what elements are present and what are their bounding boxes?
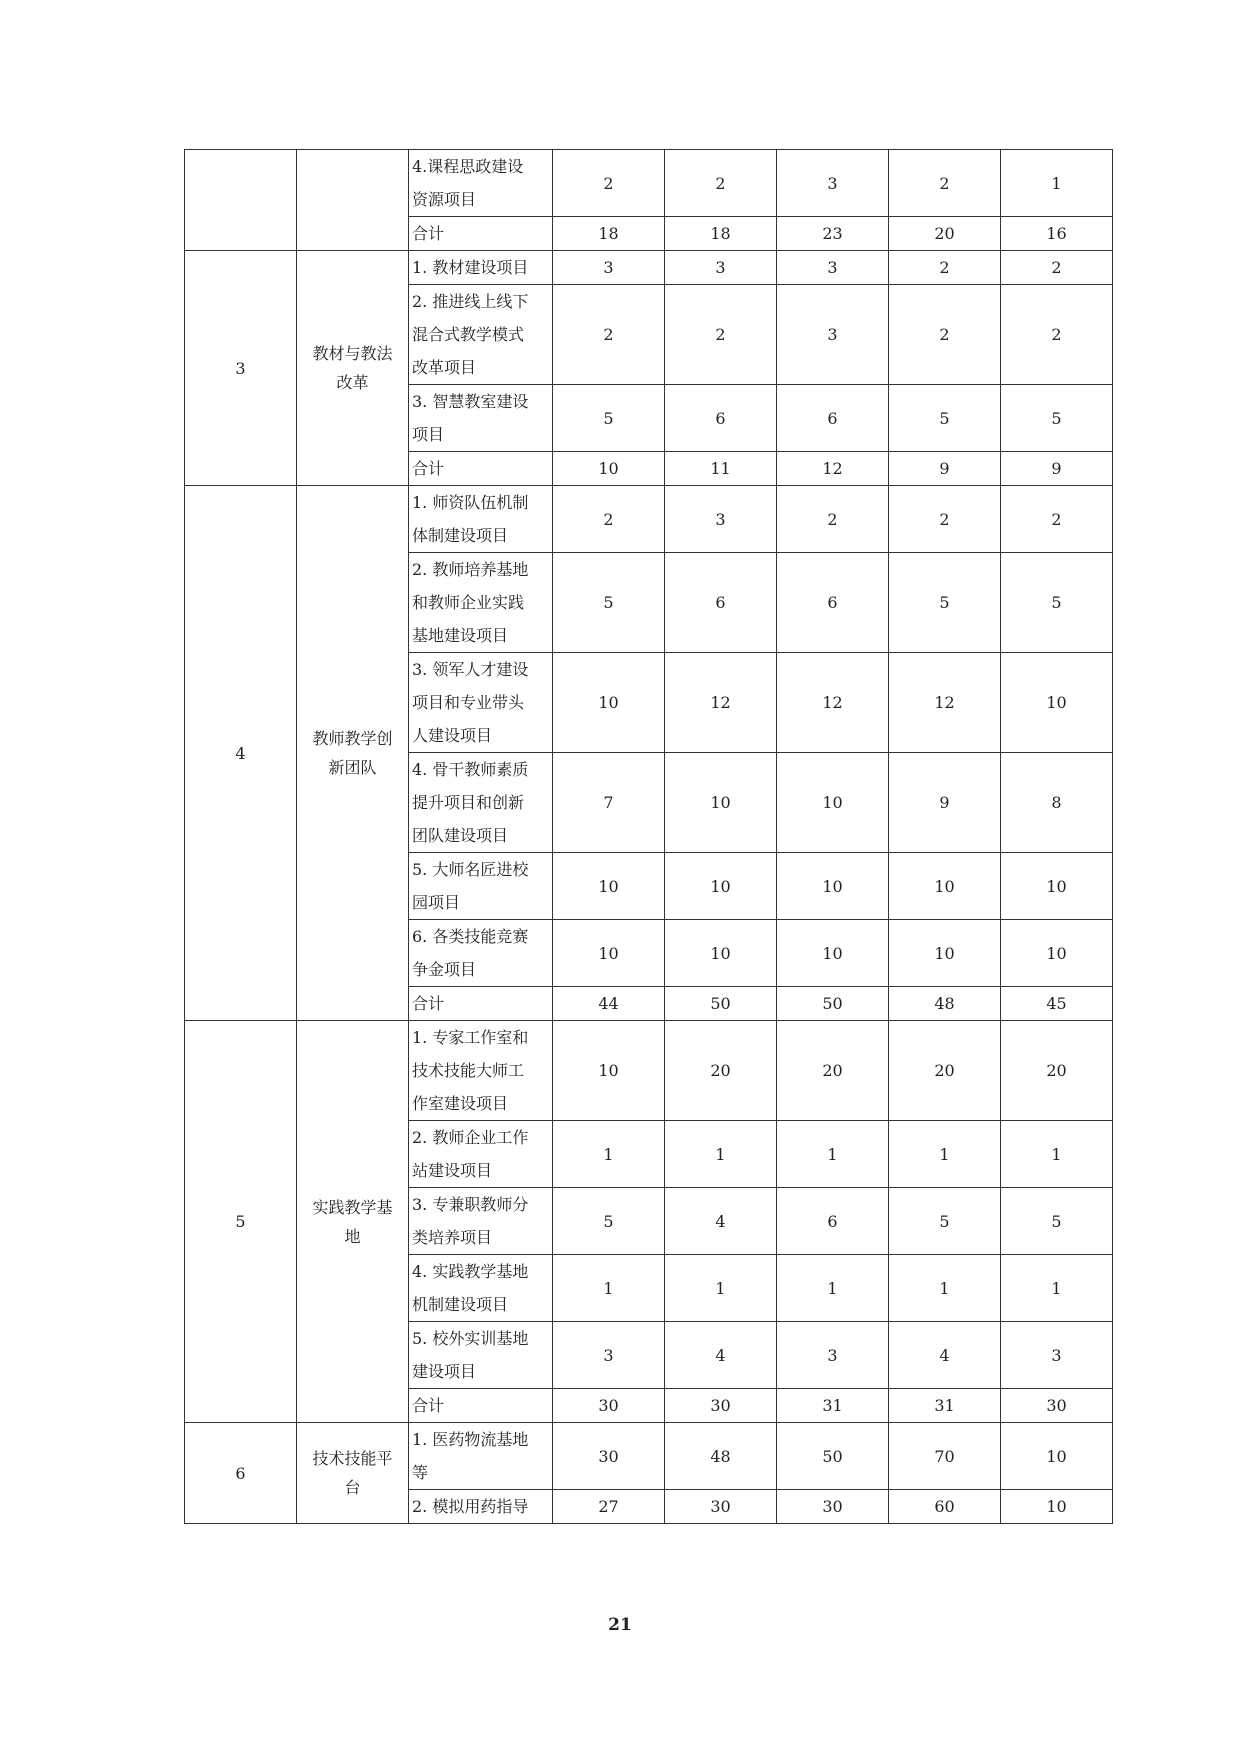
value-cell: 1	[777, 1121, 889, 1188]
item-cell	[409, 217, 553, 251]
item-text: 1. 师资队伍机制	[412, 493, 529, 512]
item-cell	[409, 452, 553, 486]
item-text: 机制建设项目	[412, 1295, 509, 1314]
item-cell	[409, 1322, 553, 1389]
item-text: 基地建设项目	[412, 626, 509, 645]
value-cell: 6	[665, 553, 777, 653]
item-text: 2. 教师企业工作	[412, 1128, 529, 1147]
value-cell: 5	[553, 1188, 665, 1255]
value-cell: 1	[1001, 1121, 1113, 1188]
value-cell: 12	[777, 653, 889, 753]
value-cell: 4	[889, 1322, 1001, 1389]
item-text: 等	[412, 1463, 429, 1482]
value-cell: 3	[777, 1322, 889, 1389]
category-text: 新团队	[328, 758, 377, 777]
value-cell: 20	[777, 1021, 889, 1121]
value-cell: 10	[1001, 1490, 1113, 1524]
table-body	[185, 150, 1113, 1524]
value-cell: 1	[553, 1121, 665, 1188]
value-cell: 10	[777, 853, 889, 920]
item-text: 技术技能大师工	[412, 1061, 525, 1080]
value-cell: 31	[889, 1389, 1001, 1423]
value-cell: 2	[1001, 486, 1113, 553]
value-cell: 6	[665, 385, 777, 452]
value-cell: 3	[665, 251, 777, 285]
item-text: 园项目	[412, 893, 461, 912]
value-cell: 2	[889, 285, 1001, 385]
item-text: 2. 模拟用药指导	[412, 1497, 529, 1516]
funding-table	[184, 149, 1113, 1524]
value-cell: 3	[665, 486, 777, 553]
item-text: 体制建设项目	[412, 526, 509, 545]
table-row	[185, 1423, 1113, 1490]
item-cell	[409, 1490, 553, 1524]
value-cell: 50	[777, 1423, 889, 1490]
value-cell: 2	[665, 150, 777, 217]
item-text: 站建设项目	[412, 1161, 493, 1180]
value-cell: 6	[777, 1188, 889, 1255]
page-number: 21	[608, 1615, 632, 1635]
category-cell	[297, 1021, 409, 1423]
value-cell: 1	[665, 1255, 777, 1322]
category-text: 地	[344, 1226, 361, 1246]
table-row	[185, 251, 1113, 285]
value-cell: 11	[665, 452, 777, 486]
item-text: 1. 医药物流基地	[412, 1430, 529, 1449]
value-cell: 2	[889, 251, 1001, 285]
item-text: 2. 教师培养基地	[412, 560, 529, 579]
item-text: 4. 实践教学基地	[412, 1262, 529, 1281]
value-cell: 1	[889, 1255, 1001, 1322]
item-cell	[409, 385, 553, 452]
item-cell	[409, 1188, 553, 1255]
table-row	[185, 150, 1113, 217]
value-cell: 10	[665, 853, 777, 920]
value-cell: 10	[777, 753, 889, 853]
category-cell	[297, 1423, 409, 1524]
value-cell: 9	[1001, 452, 1113, 486]
value-cell: 2	[889, 486, 1001, 553]
value-cell: 1	[665, 1121, 777, 1188]
value-cell: 5	[889, 1188, 1001, 1255]
item-text: 合计	[412, 224, 445, 243]
item-text: 类培养项目	[412, 1228, 493, 1247]
category-cell	[297, 486, 409, 1021]
item-text: 提升项目和创新	[412, 793, 525, 812]
value-cell: 12	[889, 653, 1001, 753]
item-cell	[409, 150, 553, 217]
value-cell: 6	[777, 385, 889, 452]
category-text: 教师教学创	[312, 729, 393, 748]
item-text: 5. 校外实训基地	[412, 1329, 529, 1348]
value-cell: 60	[889, 1490, 1001, 1524]
category-text: 台	[344, 1478, 361, 1497]
value-cell: 10	[1001, 920, 1113, 987]
value-cell: 5	[889, 553, 1001, 653]
category-text: 教材与教法	[312, 344, 393, 363]
category-cell	[297, 150, 409, 251]
item-cell	[409, 987, 553, 1021]
item-cell	[409, 753, 553, 853]
item-text: 项目	[412, 425, 445, 444]
category-text: 改革	[336, 373, 369, 392]
value-cell: 7	[553, 753, 665, 853]
item-cell	[409, 1121, 553, 1188]
value-cell: 1	[553, 1255, 665, 1322]
item-text: 作室建设项目	[412, 1094, 509, 1113]
value-cell: 2	[553, 486, 665, 553]
value-cell: 12	[665, 653, 777, 753]
value-cell: 10	[553, 452, 665, 486]
value-cell: 2	[665, 285, 777, 385]
value-cell: 10	[553, 1021, 665, 1121]
value-cell: 2	[889, 150, 1001, 217]
value-cell: 31	[777, 1389, 889, 1423]
value-cell: 30	[553, 1423, 665, 1490]
value-cell: 5	[889, 385, 1001, 452]
value-cell: 50	[777, 987, 889, 1021]
value-cell: 12	[777, 452, 889, 486]
value-cell: 50	[665, 987, 777, 1021]
value-cell: 30	[1001, 1389, 1113, 1423]
category-text: 实践教学基	[312, 1197, 393, 1217]
value-cell: 10	[1001, 853, 1113, 920]
item-cell	[409, 653, 553, 753]
item-text: 建设项目	[412, 1362, 477, 1381]
item-text: 合计	[412, 1396, 445, 1415]
item-cell	[409, 285, 553, 385]
value-cell: 20	[889, 1021, 1001, 1121]
group-number-cell	[185, 150, 297, 251]
value-cell: 6	[777, 553, 889, 653]
value-cell: 10	[1001, 1423, 1113, 1490]
value-cell: 2	[553, 285, 665, 385]
value-cell: 3	[1001, 1322, 1113, 1389]
value-cell: 1	[1001, 150, 1113, 217]
category-cell	[297, 251, 409, 486]
value-cell: 20	[889, 217, 1001, 251]
table-row	[185, 486, 1113, 553]
item-text: 4. 骨干教师素质	[412, 760, 529, 779]
value-cell: 3	[553, 1322, 665, 1389]
value-cell: 10	[665, 753, 777, 853]
value-cell: 10	[553, 920, 665, 987]
value-cell: 48	[665, 1423, 777, 1490]
value-cell: 70	[889, 1423, 1001, 1490]
group-number-cell: 4	[185, 486, 297, 1021]
item-text: 资源项目	[412, 190, 477, 209]
item-cell	[409, 853, 553, 920]
value-cell: 5	[1001, 1188, 1113, 1255]
value-cell: 18	[553, 217, 665, 251]
value-cell: 16	[1001, 217, 1113, 251]
value-cell: 2	[553, 150, 665, 217]
item-cell	[409, 1389, 553, 1423]
item-text: 合计	[412, 994, 445, 1013]
item-text: 合计	[412, 459, 445, 478]
value-cell: 2	[1001, 251, 1113, 285]
group-number-cell: 3	[185, 251, 297, 486]
item-text: 人建设项目	[412, 726, 493, 745]
value-cell: 5	[1001, 385, 1113, 452]
value-cell: 20	[665, 1021, 777, 1121]
group-number-cell: 6	[185, 1423, 297, 1524]
value-cell: 10	[665, 920, 777, 987]
item-text: 2. 推进线上线下	[412, 292, 529, 311]
value-cell: 9	[889, 452, 1001, 486]
value-cell: 5	[1001, 553, 1113, 653]
value-cell: 9	[889, 753, 1001, 853]
value-cell: 4	[665, 1188, 777, 1255]
item-cell	[409, 1255, 553, 1322]
value-cell: 8	[1001, 753, 1113, 853]
value-cell: 1	[777, 1255, 889, 1322]
value-cell: 30	[665, 1389, 777, 1423]
group-number-cell: 5	[185, 1021, 297, 1423]
item-text: 3. 专兼职教师分	[412, 1195, 529, 1214]
value-cell: 10	[889, 920, 1001, 987]
item-text: 1. 教材建设项目	[412, 258, 529, 277]
item-text: 团队建设项目	[412, 826, 509, 845]
value-cell: 10	[553, 653, 665, 753]
value-cell: 30	[665, 1490, 777, 1524]
item-cell	[409, 251, 553, 285]
item-text: 改革项目	[412, 358, 477, 377]
item-text: 3. 领军人才建设	[412, 660, 529, 679]
item-text: 4.课程思政建设	[412, 157, 524, 176]
item-text: 争金项目	[412, 960, 477, 979]
value-cell: 44	[553, 987, 665, 1021]
value-cell: 5	[553, 385, 665, 452]
value-cell: 2	[777, 486, 889, 553]
value-cell: 27	[553, 1490, 665, 1524]
item-cell	[409, 1423, 553, 1490]
item-text: 1. 专家工作室和	[412, 1028, 529, 1047]
value-cell: 23	[777, 217, 889, 251]
value-cell: 18	[665, 217, 777, 251]
value-cell: 3	[777, 251, 889, 285]
value-cell: 10	[1001, 653, 1113, 753]
value-cell: 10	[777, 920, 889, 987]
item-text: 和教师企业实践	[412, 593, 525, 612]
item-text: 5. 大师名匠进校	[412, 860, 529, 879]
value-cell: 2	[1001, 285, 1113, 385]
item-text: 3. 智慧教室建设	[412, 392, 529, 411]
value-cell: 45	[1001, 987, 1113, 1021]
value-cell: 30	[553, 1389, 665, 1423]
table-row	[185, 1021, 1113, 1121]
value-cell: 30	[777, 1490, 889, 1524]
item-text: 混合式教学模式	[412, 325, 525, 344]
value-cell: 48	[889, 987, 1001, 1021]
value-cell: 3	[777, 150, 889, 217]
value-cell: 1	[1001, 1255, 1113, 1322]
item-cell	[409, 920, 553, 987]
item-cell	[409, 1021, 553, 1121]
value-cell: 20	[1001, 1021, 1113, 1121]
value-cell: 3	[553, 251, 665, 285]
item-text: 项目和专业带头	[412, 693, 525, 712]
value-cell: 1	[889, 1121, 1001, 1188]
value-cell: 4	[665, 1322, 777, 1389]
category-text: 技术技能平	[312, 1449, 393, 1468]
item-cell	[409, 486, 553, 553]
value-cell: 3	[777, 285, 889, 385]
value-cell: 10	[553, 853, 665, 920]
item-text: 6. 各类技能竞赛	[412, 927, 529, 946]
value-cell: 10	[889, 853, 1001, 920]
item-cell	[409, 553, 553, 653]
value-cell: 5	[553, 553, 665, 653]
